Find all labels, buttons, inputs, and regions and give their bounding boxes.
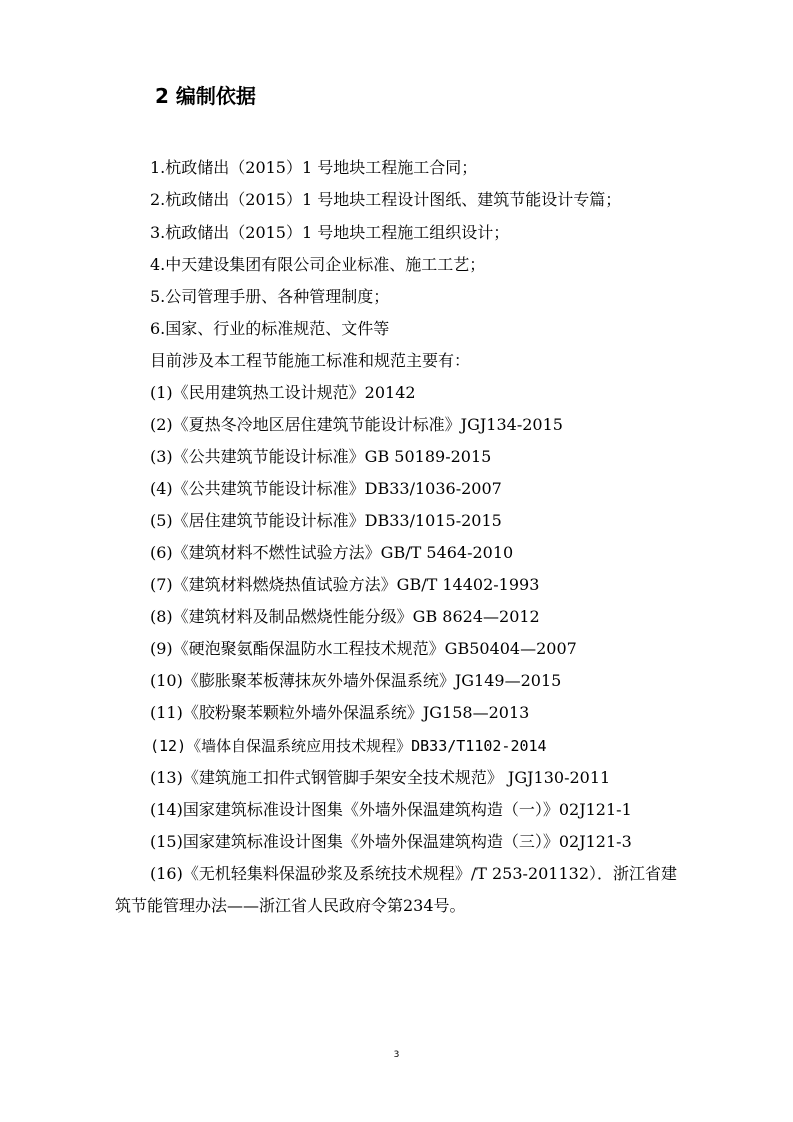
basis-item: 5.公司管理手册、各种管理制度；	[150, 287, 390, 306]
basis-item: 1.杭政储出（2015）1 号地块工程施工合同；	[150, 158, 478, 177]
basis-item: 4.中天建设集团有限公司企业标准、施工工艺；	[150, 255, 486, 274]
standard-item: (14)国家建筑标准设计图集《外墙外保温建筑构造（一）》02J121-1	[150, 800, 632, 819]
standard-item: (12)《墙体自保温系统应用技术规程》DB33/T1102-2014	[150, 737, 547, 755]
standard-item: (7)《建筑材料燃烧热值试验方法》GB/T 14402-1993	[150, 575, 540, 594]
standard-item: (1)《民用建筑热工设计规范》20142	[150, 383, 416, 402]
standard-item: (3)《公共建筑节能设计标准》GB 50189-2015	[150, 447, 492, 466]
standard-item: (6)《建筑材料不燃性试验方法》GB/T 5464-2010	[150, 543, 514, 562]
standard-item: (9)《硬泡聚氨酯保温防水工程技术规范》GB50404—2007	[150, 639, 577, 658]
standard-item: (5)《居住建筑节能设计标准》DB33/1015-2015	[150, 511, 502, 530]
basis-item: 2.杭政储出（2015）1 号地块工程设计图纸、建筑节能设计专篇；	[150, 190, 622, 209]
basis-item: 3.杭政储出（2015）1 号地块工程施工组织设计；	[150, 223, 510, 242]
standard-item: (13)《建筑施工扣件式钢管脚手架安全技术规范》 JGJ130-2011	[150, 768, 611, 787]
standard-item: (8)《建筑材料及制品燃烧性能分级》GB 8624—2012	[150, 607, 540, 626]
standard-item: (2)《夏热冬冷地区居住建筑节能设计标准》JGJ134-2015	[150, 415, 563, 434]
standard-item-last-line2: 筑节能管理办法——浙江省人民政府令第234号。	[115, 896, 466, 915]
section-heading: 2 编制依据	[155, 84, 256, 108]
standard-item: (4)《公共建筑节能设计标准》DB33/1036-2007	[150, 479, 502, 498]
standard-item: (15)国家建筑标准设计图集《外墙外保温建筑构造（三）》02J121-3	[150, 832, 632, 851]
standard-item-last-line1: (16)《无机轻集料保温砂浆及系统技术规程》/T 253-201132）．浙江省建	[150, 864, 678, 883]
page-number: 3	[393, 1050, 400, 1060]
standards-intro: 目前涉及本工程节能施工标准和规范主要有：	[150, 351, 471, 370]
standard-item: (11)《胶粉聚苯颗粒外墙外保温系统》JG158—2013	[150, 703, 530, 722]
standard-item: (10)《膨胀聚苯板薄抹灰外墙外保温系统》JG149—2015	[150, 671, 562, 690]
basis-item: 6.国家、行业的标准规范、文件等	[150, 319, 390, 338]
